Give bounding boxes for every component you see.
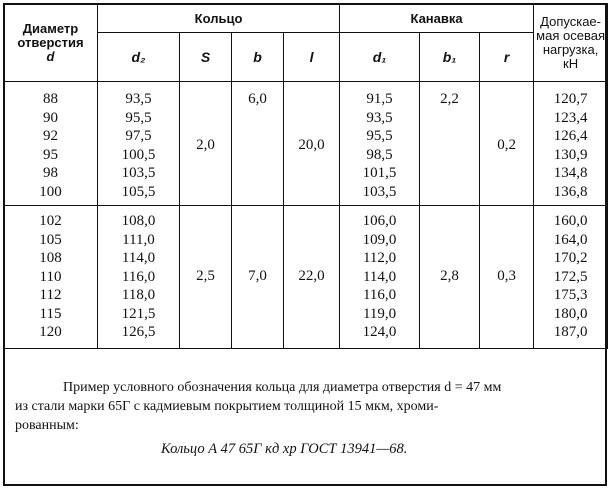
table-cell: 120 <box>39 324 62 340</box>
table-cell: 108,0 <box>121 213 156 229</box>
header-ring-group: Кольцо <box>98 4 340 33</box>
table-cell: 126,5 <box>121 324 156 340</box>
outer-frame <box>3 3 607 486</box>
table-cell: 98 <box>43 165 58 181</box>
header-s: S <box>180 33 232 82</box>
table-cell: 187,0 <box>553 324 588 340</box>
note-line-2: из стали марки 65Г с кадмиевым покрытием толщиной 15 мкм, хроми- <box>15 399 439 414</box>
col-b: 7,0 <box>232 206 284 349</box>
table-cell: 93,5 <box>125 91 152 107</box>
table-cell: 111,0 <box>122 231 155 248</box>
table-cell: 98,5 <box>366 146 393 163</box>
table-cell: 109,0 <box>362 231 397 248</box>
header-b: b <box>232 33 284 82</box>
table-cell: 130,9 <box>553 146 588 163</box>
designation-example: Кольцо А 47 65Г кд хр ГОСТ 13941—68. <box>161 441 408 457</box>
table-cell: 105,5 <box>121 183 156 200</box>
table-cell: 100 <box>39 183 62 200</box>
header-r: r <box>480 33 534 82</box>
col-b1: 2,2 <box>420 82 480 206</box>
table-cell: 106,0 <box>362 213 397 229</box>
table-cell: 102 <box>39 213 62 229</box>
col-r: 0,3 <box>480 206 534 349</box>
table-cell: 119,0 <box>362 305 397 322</box>
table-cell: 124,0 <box>362 324 397 340</box>
col-s: 2,0 <box>180 82 232 206</box>
col-l: 20,0 <box>284 82 340 206</box>
table-cell: 180,0 <box>553 305 588 322</box>
header-groove-group: Канавка <box>340 4 534 33</box>
table-cell: 114,0 <box>121 250 156 266</box>
header-hole-diameter: Диаметр отверстия d <box>4 4 98 82</box>
table-cell: 97,5 <box>125 128 152 144</box>
table-cell: 110 <box>39 268 62 285</box>
table-cell: 88 <box>43 91 58 107</box>
table-cell: 108 <box>39 250 62 266</box>
header-d1: d₁ <box>340 33 420 82</box>
table-cell: 103,5 <box>362 183 397 200</box>
table-cell: 172,5 <box>553 268 588 285</box>
table-cell: 116,0 <box>362 287 397 303</box>
table-cell: 92 <box>43 128 58 144</box>
table-cell: 95 <box>43 146 58 163</box>
table-cell: 101,5 <box>362 165 397 181</box>
table-cell: 160,0 <box>553 213 588 229</box>
col-b1: 2,8 <box>420 206 480 349</box>
table-cell: 105 <box>39 231 62 248</box>
col-r: 0,2 <box>480 82 534 206</box>
table-cell: 175,3 <box>553 287 588 303</box>
header-b1: b₁ <box>420 33 480 82</box>
header-d2: d₂ <box>98 33 180 82</box>
col-l: 22,0 <box>284 206 340 349</box>
col-b: 6,0 <box>232 82 284 206</box>
table-cell: 103,5 <box>121 165 156 181</box>
table-cell: 95,5 <box>125 109 152 126</box>
table-cell: 114,0 <box>362 268 397 285</box>
note-line-3: рованным: <box>15 418 79 433</box>
table-cell: 91,5 <box>366 91 393 107</box>
table-cell: 126,4 <box>553 128 588 144</box>
note-line-1: Пример условного обозначения кольца для диаметра отверстия d = 47 мм <box>63 380 502 395</box>
table-cell: 120,7 <box>553 91 588 107</box>
table-cell: 100,5 <box>121 146 156 163</box>
table-cell: 123,4 <box>553 109 588 126</box>
header-l: l <box>284 33 340 82</box>
table-cell: 134,8 <box>553 165 588 181</box>
table-cell: 118,0 <box>121 287 156 303</box>
table-cell: 93,5 <box>366 109 393 126</box>
table-cell: 95,5 <box>366 128 393 144</box>
header-axial-load: Допускае- мая осевая нагрузка, кН <box>534 4 608 82</box>
table-cell: 115 <box>39 305 62 322</box>
col-s: 2,5 <box>180 206 232 349</box>
table-cell: 164,0 <box>553 231 588 248</box>
table-cell: 136,8 <box>553 183 588 200</box>
table-cell: 121,5 <box>121 305 156 322</box>
table-cell: 170,2 <box>553 250 588 266</box>
table-cell: 112,0 <box>362 250 397 266</box>
table-cell: 116,0 <box>121 268 156 285</box>
table-cell: 112 <box>39 287 62 303</box>
table-cell: 90 <box>43 109 58 126</box>
